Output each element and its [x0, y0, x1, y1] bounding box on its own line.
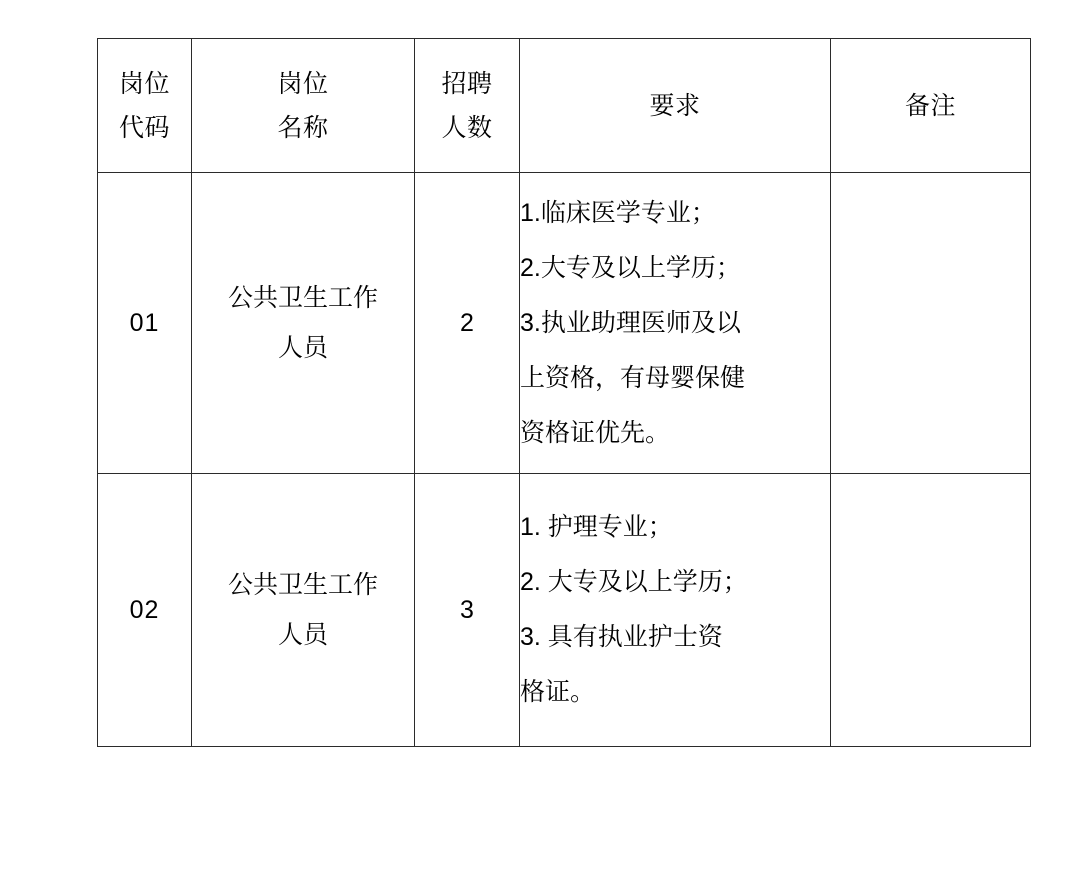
cell-job-name-line-1: 公共卫生工作	[227, 284, 378, 312]
requirement-line: 格证。	[520, 678, 596, 706]
requirement-line: 资格证优先。	[520, 418, 671, 447]
requirement-line: 2. 大专及以上学历；	[520, 568, 748, 596]
column-header-job-name-line-2: 名称	[277, 113, 329, 142]
cell-job-name-line-2: 人员	[277, 621, 328, 649]
column-header-headcount-line-2: 人数	[441, 113, 493, 142]
column-header-job-name	[192, 39, 415, 173]
cell-job-code: 01	[98, 173, 192, 474]
requirement-line: 3. 具有执业护士资	[520, 623, 723, 651]
table-body	[98, 173, 1031, 747]
cell-job-code: 02	[98, 474, 192, 747]
column-header-headcount-line-1: 招聘	[441, 69, 493, 98]
cell-notes	[831, 474, 1031, 747]
column-header-job-code-line-1: 岗位	[118, 69, 170, 98]
column-header-requirements-line-1: 要求	[649, 91, 701, 120]
column-header-notes-line-1: 备注	[904, 91, 956, 120]
cell-headcount: 3	[415, 474, 520, 747]
cell-requirements	[520, 173, 831, 474]
recruitment-table	[97, 38, 1031, 747]
column-header-headcount	[415, 39, 520, 173]
requirement-line: 上资格，有母婴保健	[520, 363, 746, 392]
requirement-line: 1. 护理专业；	[520, 513, 673, 541]
table-row	[98, 474, 1031, 747]
cell-job-name-line-1: 公共卫生工作	[227, 571, 378, 599]
column-header-job-code-line-2: 代码	[118, 113, 170, 142]
column-header-job-name-line-1: 岗位	[277, 69, 329, 98]
cell-requirements	[520, 474, 831, 747]
requirement-line: 3.执业助理医师及以	[520, 308, 741, 337]
requirement-line: 2.大专及以上学历；	[520, 253, 741, 282]
column-header-notes	[831, 39, 1031, 173]
table-row	[98, 173, 1031, 474]
cell-job-name	[192, 173, 415, 474]
cell-job-name	[192, 474, 415, 747]
recruitment-table-container	[97, 38, 1030, 747]
table-header-row	[98, 39, 1031, 173]
column-header-job-code	[98, 39, 192, 173]
cell-headcount: 2	[415, 173, 520, 474]
cell-job-name-line-2: 人员	[277, 334, 328, 362]
column-header-requirements	[520, 39, 831, 173]
cell-notes	[831, 173, 1031, 474]
requirement-line: 1.临床医学专业；	[520, 198, 716, 227]
table-header	[98, 39, 1031, 173]
